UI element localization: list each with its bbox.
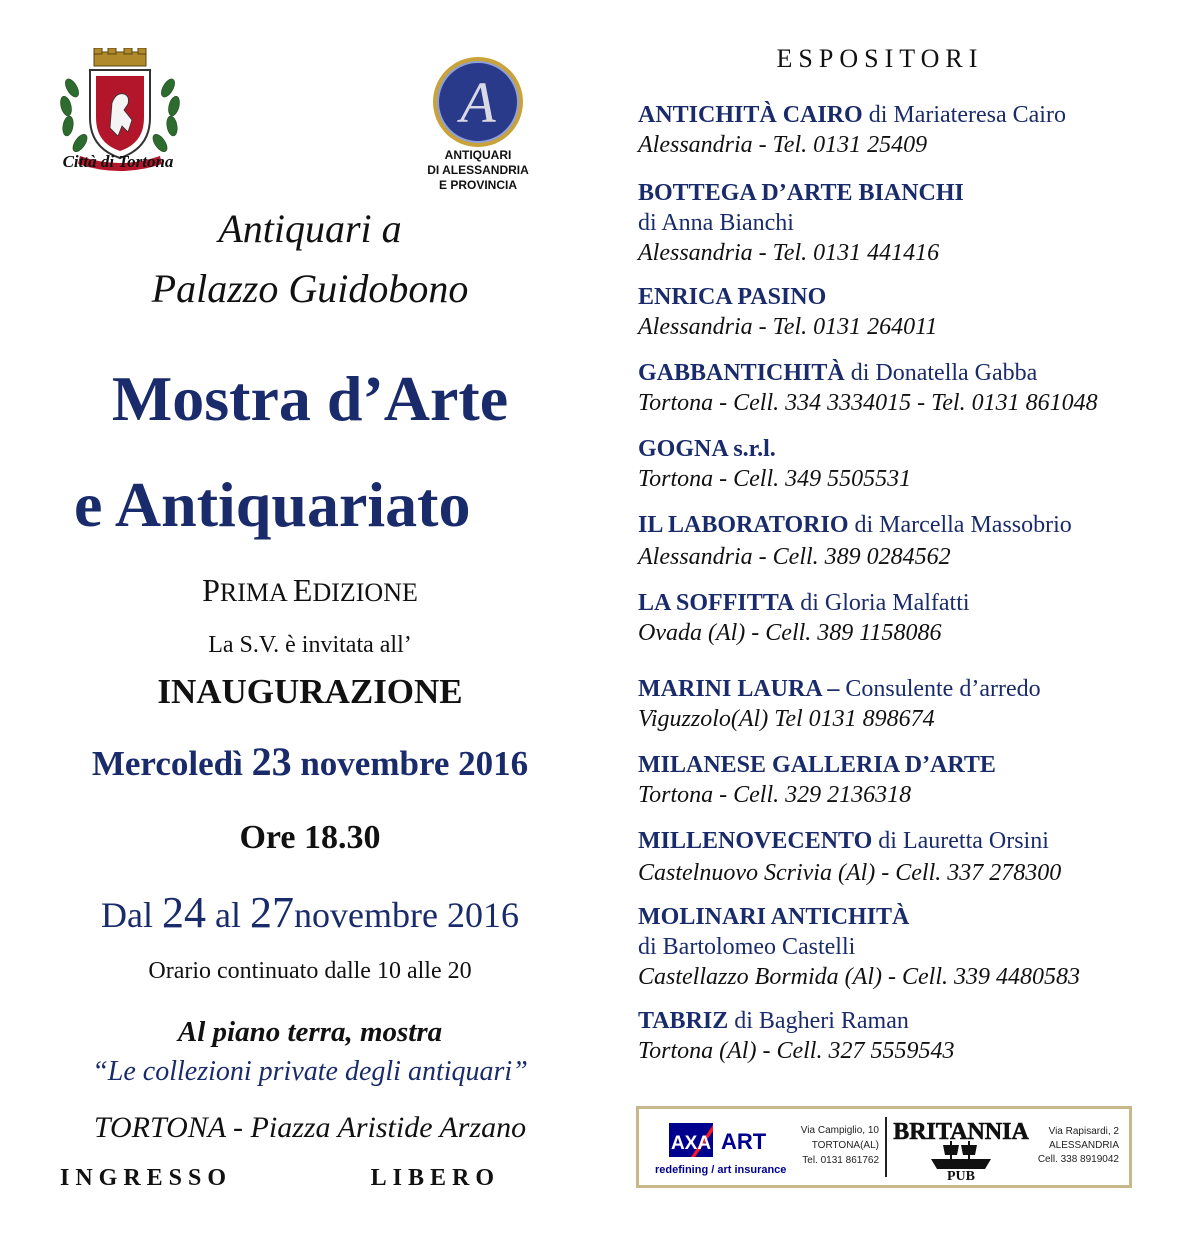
exhibitor-contact: Castelnuovo Scrivia (Al) - Cell. 337 278300 xyxy=(638,860,1062,886)
antiquari-association-logo xyxy=(432,56,524,148)
exhibitor-contact: Tortona - Cell. 349 5505531 xyxy=(638,466,912,492)
exhibitor-contact: Tortona (Al) - Cell. 327 5559543 xyxy=(638,1038,955,1064)
exhibitor-name: MILANESE GALLERIA D’ARTE xyxy=(638,752,996,778)
exhibitor-name: ENRICA PASINO xyxy=(638,284,827,310)
association-name xyxy=(412,148,544,193)
event-title-line-1: Antiquari a xyxy=(218,206,402,251)
exhibitor-owner: di Bartolomeo Castelli xyxy=(638,934,856,960)
sponsor-divider xyxy=(885,1117,887,1177)
pub-name: BRITANNIA xyxy=(893,1119,1029,1145)
exhibitor-owner: di Anna Bianchi xyxy=(638,210,794,236)
exhibitor-item xyxy=(638,750,1168,810)
exhibitor-owner: di Marcella Massobrio xyxy=(848,512,1072,538)
event-location: TORTONA - Piazza Aristide Arzano xyxy=(93,1111,527,1144)
range-month-year: novembre 2016 xyxy=(294,895,519,935)
exhibitor-name: GABBANTICHITÀ xyxy=(638,360,845,386)
edition-rest-2: DIZIONE xyxy=(312,578,418,607)
event-title-line-2: Palazzo Guidobono xyxy=(151,266,469,311)
edition-initial-e: E xyxy=(292,572,313,608)
axa-address-line-1: Via Campiglio, 10 xyxy=(800,1125,879,1136)
axa-art-text: ART xyxy=(721,1129,767,1154)
exhibitor-item xyxy=(638,100,1168,160)
exhibitor-contact: Tortona - Cell. 334 3334015 - Tel. 0131 861048 xyxy=(638,390,1098,416)
exhibitor-name: GOGNA s.r.l. xyxy=(638,436,776,462)
association-line-1: ANTIQUARI xyxy=(444,148,512,162)
axa-address-line-3: Tel. 0131 861762 xyxy=(802,1155,879,1166)
opening-hours: Orario continuato dalle 10 alle 20 xyxy=(148,958,472,984)
date-weekday: Mercoledì xyxy=(91,744,252,783)
exhibitor-item xyxy=(638,282,1168,342)
exhibitors-heading: ESPOSITORI xyxy=(776,44,984,73)
exhibitor-item xyxy=(638,434,1168,494)
exhibitor-contact: Ovada (Al) - Cell. 389 1158086 xyxy=(638,620,942,646)
exhibitor-item xyxy=(638,674,1168,734)
exhibitor-name: MARINI LAURA – xyxy=(638,676,840,702)
exhibitor-name: IL LABORATORIO xyxy=(638,512,849,538)
association-line-2: DI ALESSANDRIA xyxy=(427,163,529,177)
axa-logo-text: AXA xyxy=(670,1133,712,1154)
invitation-text: La S.V. è invitata all’ xyxy=(208,632,412,658)
exhibitor-contact: Alessandria - Tel. 0131 25409 xyxy=(638,132,928,158)
exhibitor-item xyxy=(638,178,1168,268)
exhibitor-contact: Alessandria - Cell. 389 0284562 xyxy=(638,544,951,570)
exhibitor-contact: Castellazzo Bormida (Al) - Cell. 339 4480583 xyxy=(638,964,1080,990)
exhibitor-owner: di Mariateresa Cairo xyxy=(862,102,1066,128)
exhibitor-owner: di Donatella Gabba xyxy=(844,360,1038,386)
range-mid: al xyxy=(206,895,250,935)
pub-address-line-2: ALESSANDRIA xyxy=(1048,1140,1119,1151)
exhibitor-item xyxy=(638,902,1168,992)
range-start: 24 xyxy=(162,888,207,937)
exhibitor-name: LA SOFFITTA xyxy=(638,590,795,616)
exhibitor-owner: di Bagheri Raman xyxy=(728,1008,909,1034)
exhibitor-item xyxy=(638,1006,1168,1066)
pub-address-line-1: Via Rapisardi, 2 xyxy=(1048,1126,1119,1137)
pub-word: PUB xyxy=(947,1169,975,1181)
exhibitor-item xyxy=(638,358,1168,418)
edition-label xyxy=(40,570,580,613)
britannia-pub-logo xyxy=(891,1115,1031,1181)
date-month-year: novembre 2016 xyxy=(291,744,529,783)
exhibitor-name: TABRIZ xyxy=(638,1008,729,1034)
main-title-line-2: e Antiquariato xyxy=(74,469,471,540)
edition-rest-1: RIMA xyxy=(219,578,293,607)
exhibitor-contact: Alessandria - Tel. 0131 264011 xyxy=(638,314,938,340)
date-day: 23 xyxy=(251,739,292,784)
exhibitor-name: BOTTEGA D’ARTE BIANCHI xyxy=(638,180,964,206)
exhibitor-contact: Tortona - Cell. 329 2136318 xyxy=(638,782,912,808)
axa-address xyxy=(793,1123,879,1168)
exhibitor-name: MOLINARI ANTICHITÀ xyxy=(638,904,910,930)
exhibitor-contact: Viguzzolo(Al) Tel 0131 898674 xyxy=(638,706,935,732)
association-logo-letter: A xyxy=(460,70,496,135)
exhibitor-contact: Alessandria - Tel. 0131 441416 xyxy=(638,240,940,266)
axa-address-line-2: TORTONA(AL) xyxy=(811,1140,879,1151)
pub-address-line-3: Cell. 338 8919042 xyxy=(1037,1154,1119,1165)
axa-tagline: redefining / art insurance xyxy=(655,1164,787,1176)
entry-word-2: LIBERO xyxy=(370,1165,500,1191)
main-title-line-1: Mostra d’Arte xyxy=(111,363,509,434)
exhibitor-owner: Consulente d’arredo xyxy=(839,676,1041,702)
exhibition-name: “Le collezioni private degli antiquari” xyxy=(92,1056,528,1087)
exhibitor-name: MILLENOVECENTO xyxy=(638,828,873,854)
range-end: 27 xyxy=(250,888,294,937)
axa-art-logo xyxy=(655,1123,805,1179)
floor-note: Al piano terra, mostra xyxy=(177,1016,443,1048)
free-entry xyxy=(60,1160,500,1196)
association-line-3: E PROVINCIA xyxy=(438,178,517,192)
exhibitor-owner: di Gloria Malfatti xyxy=(794,590,970,616)
exhibitor-name: ANTICHITÀ CAIRO xyxy=(638,102,863,128)
inauguration-date xyxy=(40,738,580,788)
exhibitor-item xyxy=(638,826,1168,888)
inauguration-heading: INAUGURAZIONE xyxy=(157,672,463,711)
sponsor-box xyxy=(636,1106,1132,1188)
exhibitor-item xyxy=(638,510,1168,572)
exhibitor-owner: di Lauretta Orsini xyxy=(872,828,1049,854)
entry-word-1: INGRESSO xyxy=(60,1165,233,1191)
range-prefix: Dal xyxy=(101,895,163,935)
crest-caption: Città di Tortona xyxy=(62,152,174,171)
edition-initial-p: P xyxy=(202,572,220,608)
pub-address xyxy=(1019,1125,1119,1167)
exhibition-date-range xyxy=(40,888,580,940)
inauguration-time: Ore 18.30 xyxy=(239,819,381,856)
exhibitor-item xyxy=(638,588,1168,648)
